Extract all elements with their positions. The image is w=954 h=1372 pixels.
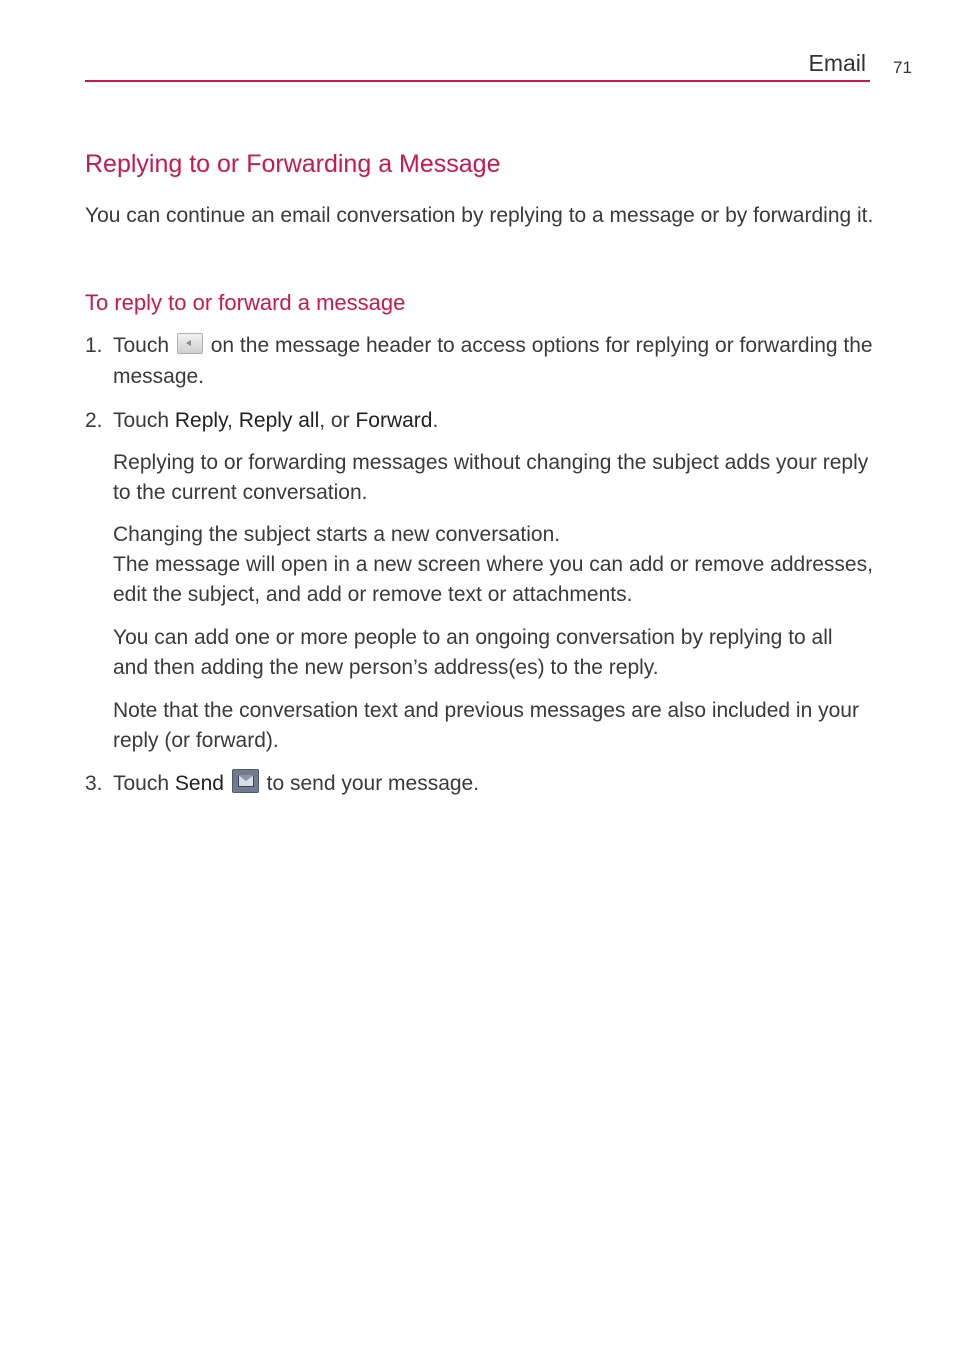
reply-all-keyword: Reply all xyxy=(238,409,320,432)
step-body xyxy=(113,330,873,392)
separator: , or xyxy=(319,409,350,432)
page-number: 71 xyxy=(893,58,912,77)
note-paragraph: Note that the conversation text and previous messages are also included in your reply (or forward). xyxy=(113,699,859,752)
forward-keyword: Forward xyxy=(355,409,433,432)
section-intro: You can continue an email conversation by replying to a message or by forwarding it. xyxy=(85,204,874,227)
step-number: 3. xyxy=(85,772,103,795)
note-paragraph: You can add one or more people to an ongoing conversation by replying to all and then adding the new person’s address(es) to the reply. xyxy=(113,626,833,679)
step-number: 1. xyxy=(85,334,103,357)
note-paragraph: Replying to or forwarding messages without changing the subject adds your reply to the current conversation. xyxy=(113,451,869,504)
step-body xyxy=(113,768,873,799)
note-paragraph: Changing the subject starts a new conversation. xyxy=(113,523,561,546)
step-touch-text: Touch xyxy=(113,409,170,432)
back-arrow-icon xyxy=(177,333,203,354)
send-keyword: Send xyxy=(174,772,224,795)
header-title: Email xyxy=(808,50,866,76)
step-body xyxy=(113,405,873,436)
section-title: Replying to or Forwarding a Message xyxy=(85,150,501,178)
note-paragraph: The message will open in a new screen where you can add or remove addresses, edit the subject, and add or remove text or attachments. xyxy=(113,553,873,606)
step-touch-text: Touch xyxy=(113,334,170,357)
page-header xyxy=(0,50,954,90)
header-rule xyxy=(85,80,870,82)
send-icon xyxy=(232,769,259,793)
separator: , xyxy=(227,409,233,432)
step-end: . xyxy=(432,409,439,432)
step-rest-text: on the message header to access options for replying or forwarding the message. xyxy=(113,334,873,388)
reply-keyword: Reply xyxy=(174,409,228,432)
step-touch-text: Touch xyxy=(113,772,170,795)
step-rest-text: to send your message. xyxy=(266,772,480,795)
step-number: 2. xyxy=(85,409,103,432)
subsection-title: To reply to or forward a message xyxy=(85,290,406,315)
